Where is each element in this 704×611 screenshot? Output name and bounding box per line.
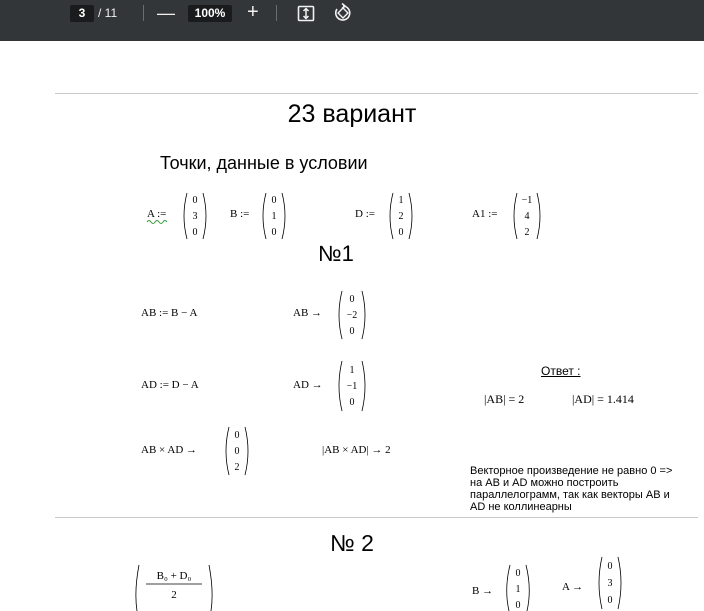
- vector-entry: 0: [607, 561, 613, 572]
- vector-entry: 0: [398, 227, 404, 238]
- point-d-vector: [386, 191, 416, 241]
- fraction-denominator: 2: [171, 589, 177, 601]
- answer-title: Ответ :: [541, 364, 581, 378]
- vector-entry: 3: [192, 211, 198, 222]
- vector-entry: 2: [234, 462, 240, 473]
- zoom-level-input[interactable]: 100%: [188, 5, 232, 22]
- vector-entry: 1: [398, 195, 404, 206]
- vector-entry: 0: [192, 227, 198, 238]
- point-a-label: A :=: [147, 208, 167, 220]
- page-number-input[interactable]: 3: [70, 5, 94, 22]
- ad-result-label: AD →: [293, 379, 323, 391]
- toolbar-divider: [276, 5, 277, 21]
- vector-entry: 0: [349, 294, 355, 305]
- divider-line: [55, 93, 698, 94]
- vector-entry: 0: [349, 326, 355, 337]
- zoom-in-button[interactable]: +: [247, 1, 259, 23]
- zoom-out-button[interactable]: —: [157, 3, 175, 23]
- answer-note: Векторное произведение не равно 0 => на AB и AD можно построить параллелограмм, так как векторы AB и AD не коллинеарны: [470, 465, 673, 513]
- section-1-heading: №1: [318, 241, 354, 266]
- vector-entry: 0: [515, 600, 521, 611]
- b-result-vector: [503, 563, 533, 611]
- vector-entry: 0: [515, 568, 521, 579]
- spellcheck-squiggle: [146, 219, 170, 225]
- vector-entry: 2: [524, 227, 530, 238]
- vector-entry: 0: [234, 430, 240, 441]
- vector-entry: 1: [271, 211, 277, 222]
- vector-entry: 4: [524, 211, 530, 222]
- point-b-vector: [259, 191, 289, 241]
- point-a-vector: [180, 191, 210, 241]
- toolbar-divider: [143, 5, 144, 21]
- vector-entry: 2: [398, 211, 404, 222]
- fraction-numerator: B₀ + D₀: [156, 570, 192, 582]
- point-a1-label: A1 :=: [472, 208, 498, 220]
- section-subtitle: Точки, данные в условии: [160, 153, 368, 173]
- ad-definition: AD := D − A: [141, 379, 199, 391]
- point-b-label: B :=: [230, 208, 250, 220]
- cross-product-norm: |AB × AD| → 2: [322, 444, 391, 456]
- vector-entry: 0: [607, 595, 613, 606]
- vector-entry: 0: [271, 227, 277, 238]
- vector-entry: 0: [234, 446, 240, 457]
- document-page: [0, 41, 704, 611]
- pdf-toolbar: [0, 0, 704, 41]
- ad-result-vector: [335, 359, 369, 413]
- ab-result-label: AB →: [293, 307, 323, 319]
- vector-entry: 0: [192, 195, 198, 206]
- a-result-vector: [595, 555, 625, 611]
- vector-entry: −1: [346, 381, 358, 392]
- vector-entry: 1: [515, 584, 521, 595]
- vector-entry: 0: [271, 195, 277, 206]
- fit-page-icon[interactable]: [297, 5, 315, 22]
- rotate-icon[interactable]: [333, 3, 353, 23]
- vector-entry: −1: [521, 195, 533, 206]
- ab-result-vector: [335, 289, 369, 341]
- section-2-heading: № 2: [330, 530, 374, 556]
- page-total: / 11: [98, 6, 118, 20]
- b-result-label: B →: [472, 585, 494, 597]
- vector-entry: 1: [349, 365, 355, 376]
- ad-norm: |AD| = 1.414: [572, 392, 634, 406]
- ab-norm: |AB| = 2: [484, 392, 525, 406]
- vector-entry: −2: [346, 310, 358, 321]
- vector-entry: 3: [607, 578, 613, 589]
- cross-product-label: AB × AD →: [141, 444, 198, 456]
- page-title: 23 вариант: [287, 100, 417, 128]
- midpoint-fraction: [132, 561, 216, 611]
- ab-definition: AB := B − A: [141, 307, 198, 319]
- point-a1-vector: [510, 191, 544, 241]
- a-result-label: A →: [562, 581, 584, 593]
- divider-line: [55, 517, 698, 518]
- point-d-label: D :=: [355, 208, 375, 220]
- cross-product-vector: [222, 425, 252, 477]
- vector-entry: 0: [349, 397, 355, 408]
